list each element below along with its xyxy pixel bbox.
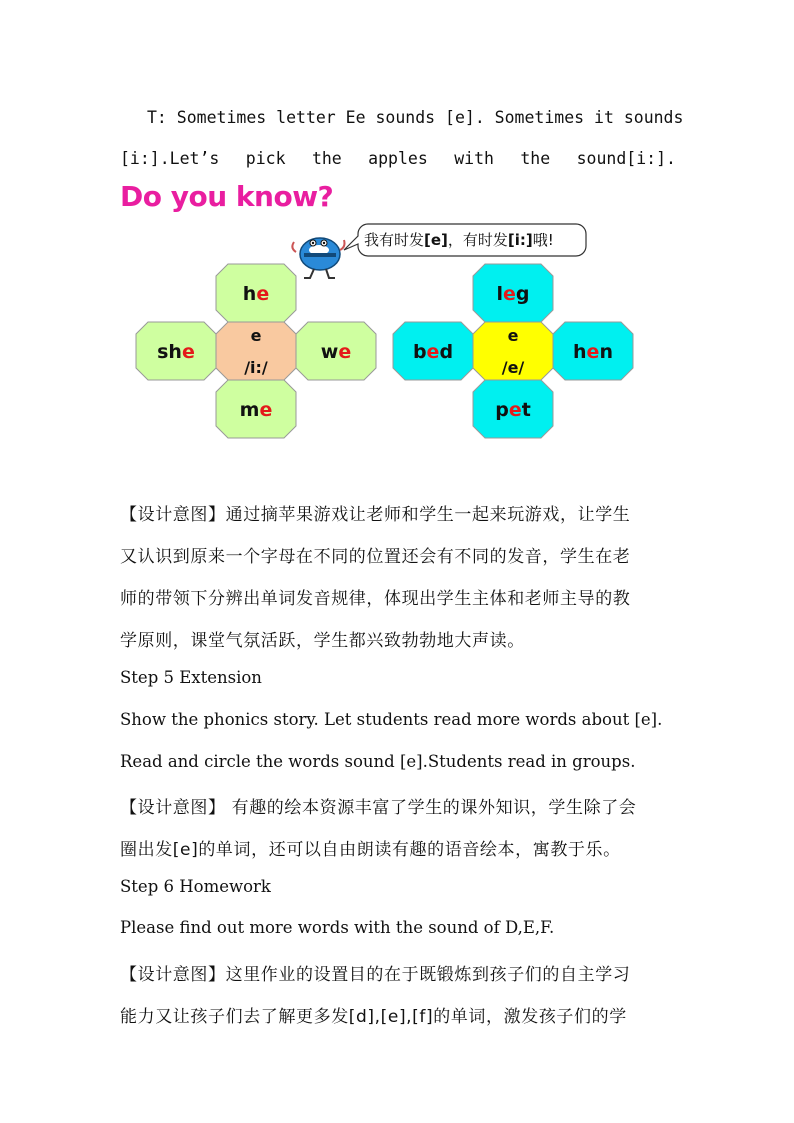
- word-label: hen: [573, 341, 613, 363]
- design-intent-3-line: 【设计意图】这里作业的设置目的在于既锻炼到孩子们的自主学习: [120, 965, 631, 985]
- step-5-line-1: Show the phonics story. Let students read more words about [e].: [120, 710, 663, 729]
- design-intent-2-line: 圈出发[e]的单词，还可以自由朗读有趣的语音绘本，寓教于乐。: [120, 840, 621, 860]
- do-you-know-heading: Do you know?: [120, 180, 334, 213]
- word-label: leg: [496, 283, 530, 305]
- letter-e-mascot-icon: [292, 238, 344, 278]
- step-6-title: Step 6 Homework: [120, 877, 271, 896]
- intro-word: with: [454, 149, 494, 168]
- svg-text:我有时发[e]，有时发[i:]哦!: 我有时发[e]，有时发[i:]哦!: [364, 231, 554, 249]
- design-intent-2-line: 【设计意图】 有趣的绘本资源丰富了学生的课外知识，学生除了会: [120, 798, 637, 818]
- short-e-word-flower: [393, 264, 633, 438]
- step-5-title: Step 5 Extension: [120, 668, 262, 687]
- intro-word: pick: [245, 149, 286, 168]
- word-label: he: [242, 283, 270, 305]
- design-intent-1-line: 学原则，课堂气氛活跃，学生都兴致勃勃地大声读。: [120, 631, 525, 651]
- center-sound: /e/: [501, 358, 525, 377]
- intro-word: apples: [368, 149, 428, 168]
- long-e-word-flower: [136, 264, 376, 438]
- design-intent-3-line: 能力又让孩子们去了解更多发[d],[e],[f]的单词，激发孩子们的学: [120, 1007, 627, 1027]
- intro-word: the: [520, 149, 551, 168]
- intro-word: [i:].Let’s: [120, 149, 220, 168]
- word-label: me: [239, 399, 273, 421]
- intro-line-1: T: Sometimes letter Ee sounds [e]. Sometimes it sounds: [147, 108, 684, 127]
- step-5-line-2: Read and circle the words sound [e].Students read in groups.: [120, 752, 636, 771]
- word-label: we: [320, 341, 352, 363]
- word-label: bed: [412, 341, 454, 363]
- design-intent-1-line: 又认识到原来一个字母在不同的位置还会有不同的发音，学生在老: [120, 547, 631, 567]
- word-label: she: [157, 341, 195, 363]
- design-intent-1-line: 师的带领下分辨出单词发音规律，体现出学生主体和老师主导的教: [120, 589, 631, 609]
- word-label: pet: [495, 399, 531, 421]
- center-letter: e: [507, 326, 519, 345]
- phonics-figure: [0, 0, 794, 460]
- step-6-line-1: Please find out more words with the sound of D,E,F.: [120, 918, 555, 937]
- design-intent-1-line: 【设计意图】通过摘苹果游戏让老师和学生一起来玩游戏，让学生: [120, 505, 631, 525]
- center-sound: /i:/: [244, 358, 268, 377]
- intro-word: the: [311, 149, 342, 168]
- center-letter: e: [250, 326, 262, 345]
- speech-bubble: [344, 224, 586, 256]
- intro-word: sound[i:].: [576, 149, 676, 168]
